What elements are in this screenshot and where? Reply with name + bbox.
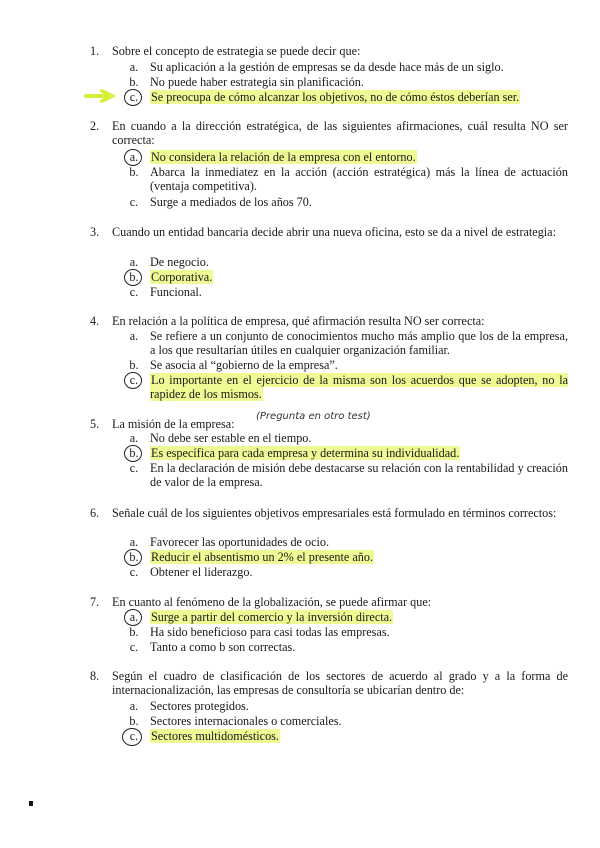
option-text: Sectores multidomésticos.: [151, 729, 279, 743]
option-letter: a.: [129, 610, 139, 624]
option-text: Sectores protegidos.: [150, 699, 249, 713]
option-letter: c.: [129, 461, 139, 475]
option-letter: c.: [129, 285, 139, 299]
option-letter: b.: [129, 550, 139, 564]
option-letter: b.: [129, 446, 139, 460]
question-number: 8.: [90, 669, 100, 683]
question-number: 1.: [90, 44, 100, 58]
option-text: Ha sido beneficioso para casi todas las empresas.: [150, 625, 390, 639]
option-letter: b.: [129, 270, 139, 284]
option-text: No considera la relación de la empresa con el entorno.: [151, 150, 416, 164]
option-letter: a.: [129, 329, 139, 343]
option-letter: a.: [129, 255, 139, 269]
option-text: Sectores internacionales o comerciales.: [150, 714, 342, 728]
option-letter: a.: [129, 60, 139, 74]
option-text: No debe ser estable en el tiempo.: [150, 431, 312, 445]
question-number: 6.: [90, 506, 100, 520]
option-letter: a.: [129, 535, 139, 549]
option-letter: a.: [129, 150, 139, 164]
question-stem: En cuanto al fenómeno de la globalización, se puede afirmar que:: [112, 595, 432, 609]
handwritten-arrow-icon: [84, 88, 120, 104]
option-text: Se asocia al “gobierno de la empresa”.: [150, 358, 338, 372]
option-letter: b.: [129, 714, 139, 728]
question-stem: La misión de la empresa:: [112, 417, 235, 431]
option-letter: b.: [129, 75, 139, 89]
option-text: Su aplicación a la gestión de empresas se da desde hace más de un siglo.: [150, 60, 504, 74]
question-number: 7.: [90, 595, 100, 609]
option-letter: b.: [129, 165, 139, 179]
question-number: 5.: [90, 417, 100, 431]
option-text: Se preocupa de cómo alcanzar los objetivos, no de cómo éstos deberían ser.: [151, 90, 520, 104]
question-stem: Cuando un entidad bancaria decide abrir una nueva oficina, esto se da a nivel de estrategia:: [112, 225, 556, 239]
option-text: Favorecer las oportunidades de ocio.: [150, 535, 330, 549]
option-letter: c.: [129, 729, 139, 743]
option-text: Lo importante en el ejercicio de la misma son los acuerdos que se adopten, no la rapidez de los mismos.: [150, 373, 568, 401]
question-stem: En relación a la política de empresa, qué afirmación resulta NO ser correcta:: [112, 314, 485, 328]
question-stem: Según el cuadro de clasificación de los sectores de acuerdo al grado y a la forma de internacionalización, las empresas de consultoría se ubicarían dentro de:: [112, 669, 568, 697]
option-letter: a.: [129, 431, 139, 445]
option-text: Se refiere a un conjunto de conocimientos mucho más amplio que los de la empresa, a los que resultarían útiles en cualquier organización familiar.: [150, 329, 568, 357]
option-letter: b.: [129, 358, 139, 372]
question-number: 4.: [90, 314, 100, 328]
option-text: Surge a mediados de los años 70.: [150, 195, 312, 209]
option-letter: c.: [129, 565, 139, 579]
question-stem: Sobre el concepto de estrategia se puede decir que:: [112, 44, 361, 58]
option-letter: c.: [129, 195, 139, 209]
option-letter: b.: [129, 625, 139, 639]
question-number: 2.: [90, 119, 100, 133]
option-text: Reducir el absentismo un 2% el presente año.: [151, 550, 374, 564]
handwritten-note: (Pregunta en otro test): [256, 411, 371, 422]
option-text: Abarca la inmediatez en la acción (acción estratégica) más la línea de actuación (ventaja competitiva).: [150, 165, 568, 193]
option-text: Obtener el liderazgo.: [150, 565, 253, 579]
option-text: Es específica para cada empresa y determina su individualidad.: [151, 446, 460, 460]
ink-mark: [29, 801, 33, 806]
option-letter: c.: [129, 373, 139, 387]
option-text: No puede haber estrategia sin planificación.: [150, 75, 364, 89]
option-text: Funcional.: [150, 285, 202, 299]
option-letter: c.: [129, 640, 139, 654]
option-text: Corporativa.: [151, 270, 213, 284]
option-letter: c.: [129, 90, 139, 104]
option-text: Surge a partir del comercio y la inversión directa.: [151, 610, 393, 624]
option-text: Tanto a como b son correctas.: [150, 640, 296, 654]
question-stem: En cuando a la dirección estratégica, de las siguientes afirmaciones, cuál resulta NO ser correcta:: [112, 119, 568, 147]
question-number: 3.: [90, 225, 100, 239]
option-text: En la declaración de misión debe destacarse su relación con la rentabilidad y creación de valor de la empresa.: [150, 461, 568, 489]
option-letter: a.: [129, 699, 139, 713]
option-text: De negocio.: [150, 255, 209, 269]
question-stem: Señale cuál de los siguientes objetivos empresariales está formulado en términos correctos:: [112, 506, 557, 520]
